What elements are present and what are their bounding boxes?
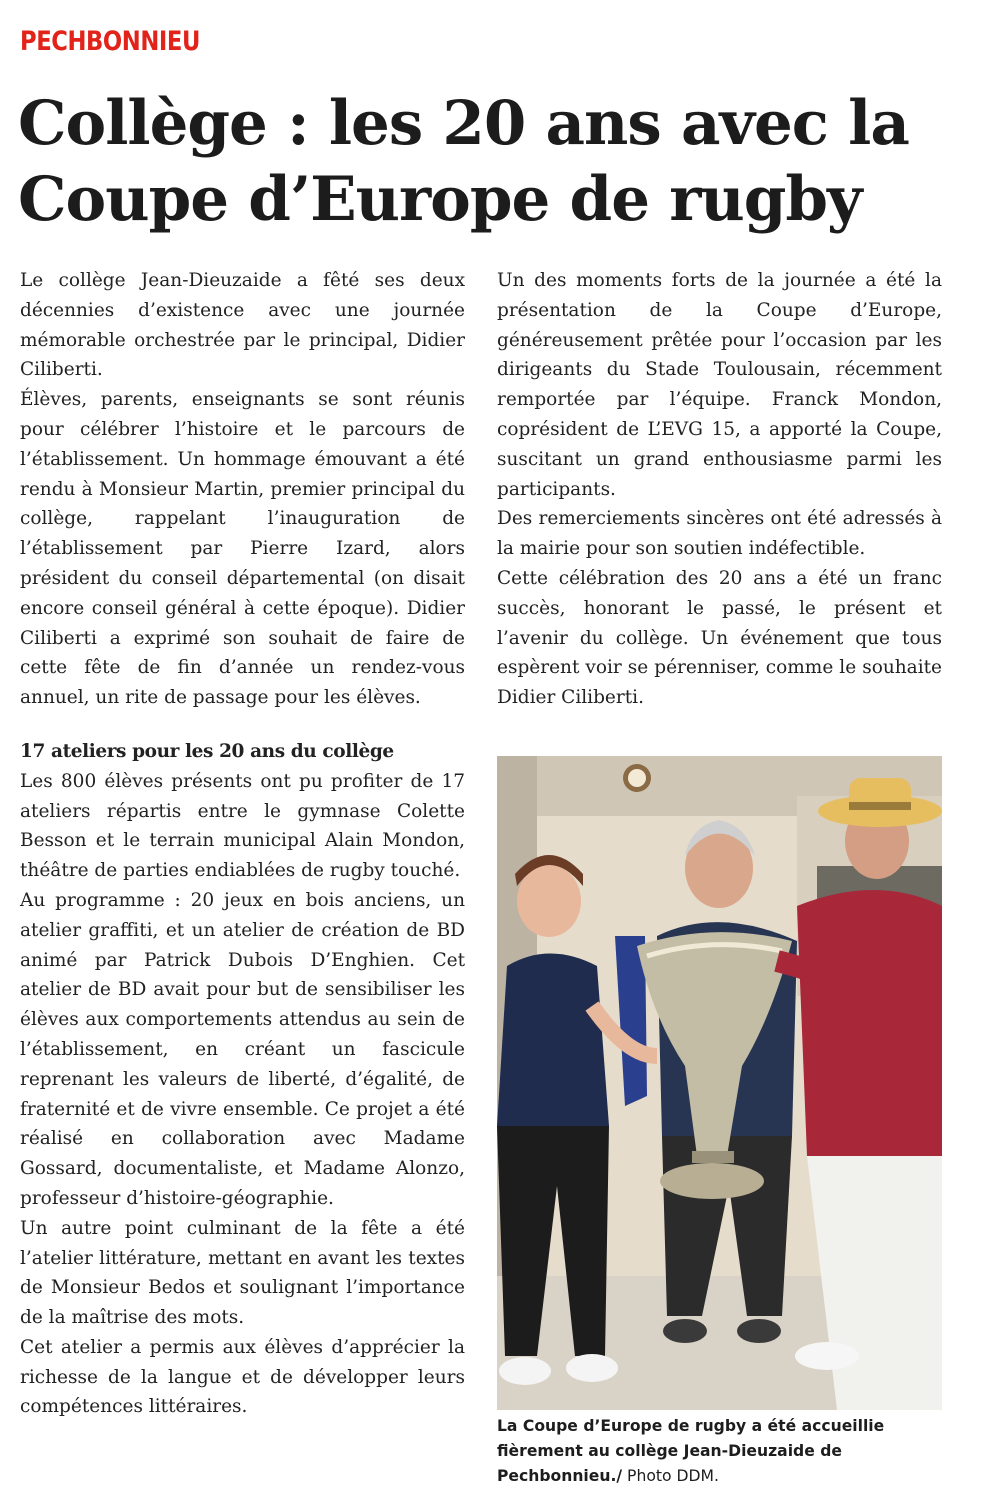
photo-illustration: [497, 756, 942, 1410]
body-paragraph: Cet atelier a permis aux élèves d’apprécier la richesse de la langue et de développer leurs compétences littéraires.: [20, 1336, 465, 1418]
article-photo: [497, 756, 942, 1410]
body-paragraph: Cette célébration des 20 ans a été un franc succès, honorant le passé, le présent et l’avenir du collège. Un événement que tous espèrent voir se pérenniser, comme le souhaite Didier Ciliberti.: [497, 567, 942, 709]
intro-paragraph: Élèves, parents, enseignants se sont réunis pour célébrer l’histoire et le parcours de l’établissement. Un hommage émouvant a été rendu à Monsieur Martin, premier principal du collège, rappelant l’inauguration de l’établissement par Pierre Izard, alors président du conseil départemental (on disait encore conseil général à cette époque). Didier Ciliberti a exprimé son souhait de faire de cette fête de fin d’année un rendez-vous annuel, un rite de passage pour les élèves.: [20, 389, 465, 709]
body-paragraph: Un autre point culminant de la fête a été l’atelier littérature, mettant en avant les textes de Monsieur Bedos et soulignant l’importance de la maîtrise des mots.: [20, 1217, 465, 1329]
body-paragraph: Des remerciements sincères ont été adressés à la mairie pour son soutien indéfectible.: [497, 508, 942, 560]
right-column: [497, 266, 942, 713]
body-paragraph: Les 800 élèves présents ont pu profiter de 17 ateliers répartis entre le gymnase Colette Besson et le terrain municipal Alain Mondon, théâtre de parties endiablées de rugby touché.: [20, 770, 465, 882]
section-subhead: 17 ateliers pour les 20 ans du collège: [20, 740, 394, 762]
body-paragraph: Au programme : 20 jeux en bois anciens, un atelier graffiti, et un atelier de création de BD animé par Patrick Dubois D’Enghien. Cet atelier de BD avait pour but de sensibiliser les élèves aux comportements attendus au sein de l’établissement, en créant un fascicule reprenant les valeurs de liberté, d’égalité, de fraternité et de vivre ensemble. Ce projet a été réalisé en collaboration avec Madame Gossard, documentaliste, et Madame Alonzo, professeur d’histoire-géographie.: [20, 889, 465, 1209]
photo-credit: Photo DDM.: [622, 1467, 719, 1485]
article-headline: Collège : les 20 ans avec la Coupe d’Europe de rugby: [18, 88, 909, 235]
caption-text: La Coupe d’Europe de rugby a été accueillie fièrement au collège Jean-Dieuzaide de Pechbonnieu./: [497, 1417, 885, 1485]
left-column: [20, 266, 465, 1422]
section-label: PECHBONNIEU: [20, 26, 201, 57]
photo-caption: [497, 1414, 947, 1489]
intro-paragraph: Le collège Jean-Dieuzaide a fêté ses deux décennies d’existence avec une journée mémorable orchestrée par le principal, Didier Ciliberti.: [20, 270, 465, 381]
body-paragraph: Un des moments forts de la journée a été la présentation de la Coupe d’Europe, généreusement prêtée pour l’occasion par les dirigeants du Stade Toulousain, récemment remportée par l’équipe. Franck Mondon, coprésident de L’EVG 15, a apporté la Coupe, suscitant un grand enthousiasme parmi les participants.: [497, 270, 942, 500]
